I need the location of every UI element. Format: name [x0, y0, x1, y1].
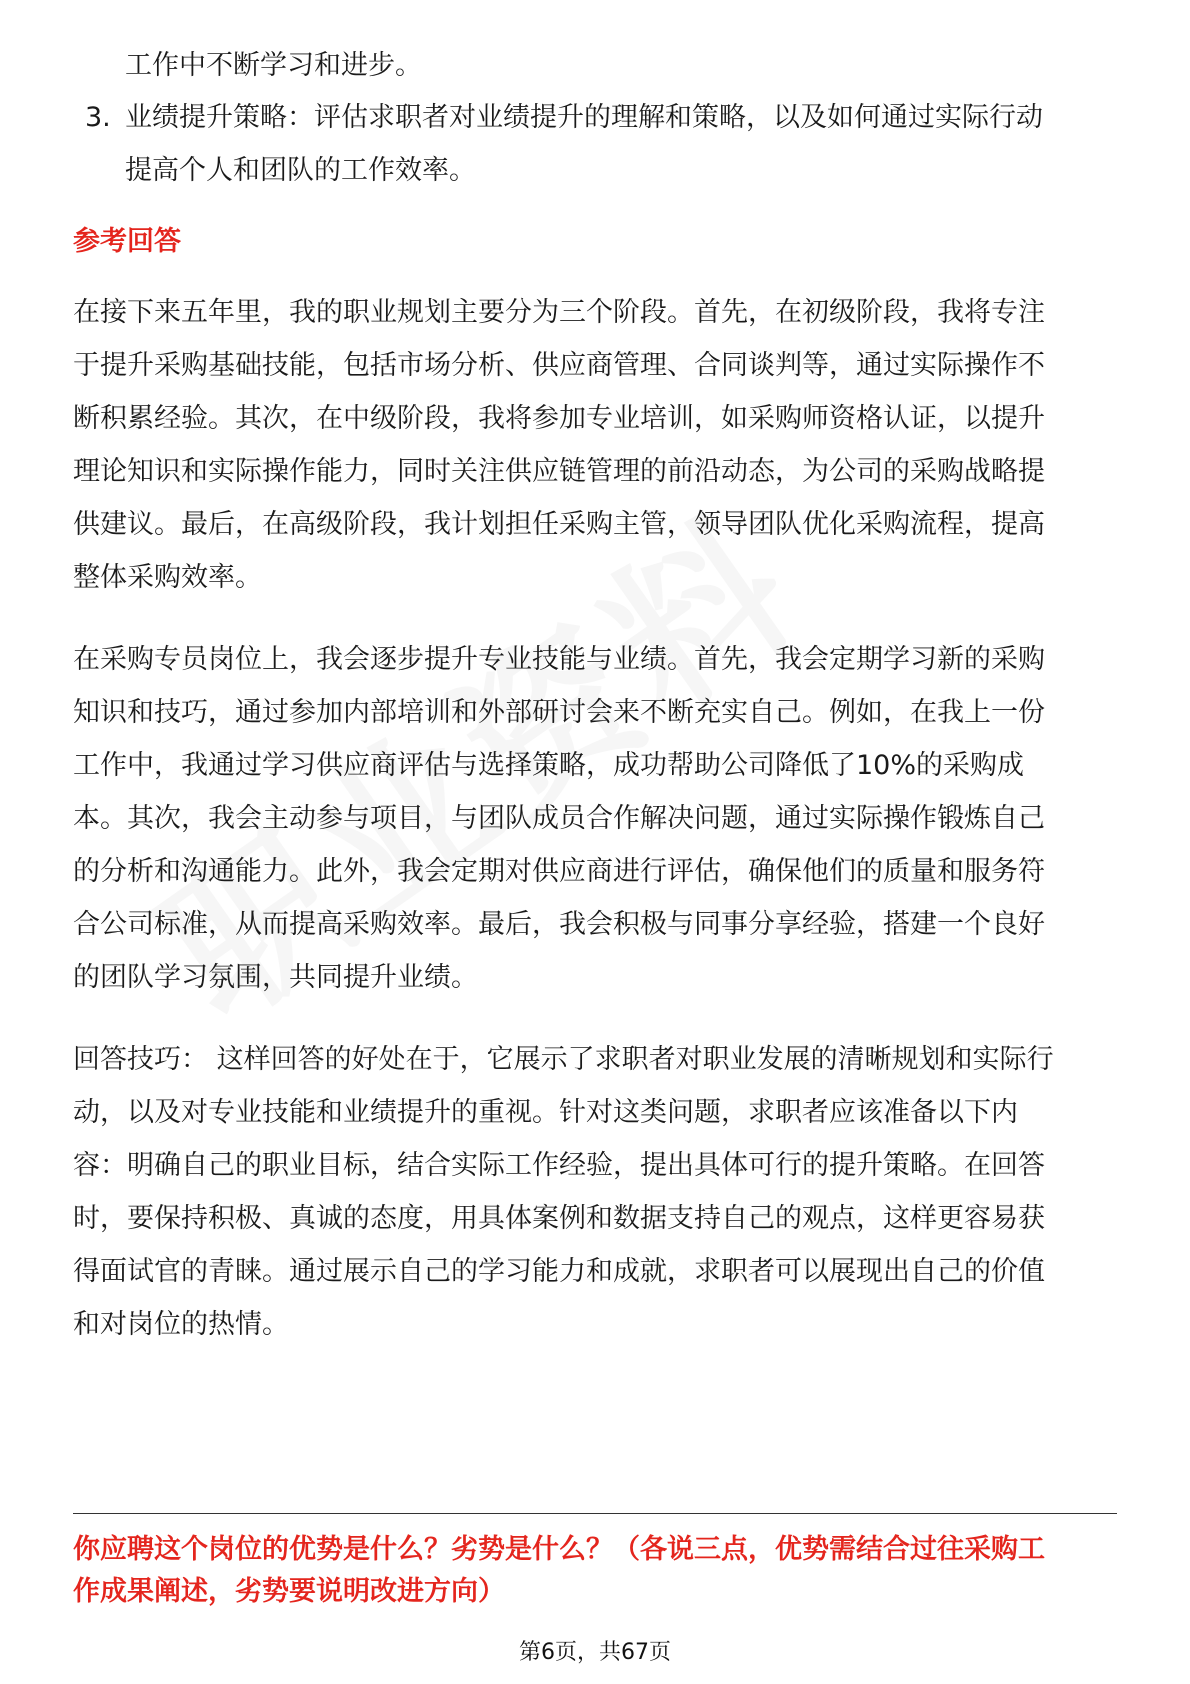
paragraph-line: 断积累经验。其次，在中级阶段，我将参加专业培训，如采购师资格认证，以提升 — [73, 403, 1045, 434]
paragraph-line: 的团队学习氛围，共同提升业绩。 — [73, 962, 478, 993]
tips-line: 和对岗位的热情。 — [73, 1309, 289, 1340]
next-question-heading-line: 作成果阐述，劣势要说明改进方向） — [73, 1576, 505, 1607]
section-divider — [73, 1513, 1117, 1514]
paragraph-line: 工作中，我通过学习供应商评估与选择策略，成功帮助公司降低了10%的采购成 — [73, 750, 1025, 781]
tips-line: 得面试官的青睐。通过展示自己的学习能力和成就，求职者可以展现出自己的价值 — [73, 1256, 1045, 1287]
reference-answer-heading: 参考回答 — [73, 226, 181, 257]
paragraph-line: 于提升采购基础技能，包括市场分析、供应商管理、合同谈判等，通过实际操作不 — [73, 350, 1045, 381]
list-item-number: 3. — [85, 102, 111, 133]
tips-line: 回答技巧： 这样回答的好处在于，它展示了求职者对职业发展的清晰规划和实际行 — [73, 1044, 1054, 1075]
list-item-text-line: 提高个人和团队的工作效率。 — [125, 155, 476, 186]
paragraph-line: 的分析和沟通能力。此外，我会定期对供应商进行评估，确保他们的质量和服务符 — [73, 856, 1045, 887]
tips-line: 动，以及对专业技能和业绩提升的重视。针对这类问题，求职者应该准备以下内 — [73, 1097, 1018, 1128]
paragraph-line: 整体采购效率。 — [73, 562, 262, 593]
paragraph-line: 本。其次，我会主动参与项目，与团队成员合作解决问题，通过实际操作锻炼自己 — [73, 803, 1045, 834]
paragraph-line: 供建议。最后，在高级阶段，我计划担任采购主管，领导团队优化采购流程，提高 — [73, 509, 1045, 540]
paragraph-line: 在采购专员岗位上，我会逐步提升专业技能与业绩。首先，我会定期学习新的采购 — [73, 644, 1045, 675]
paragraph-line: 合公司标准，从而提高采购效率。最后，我会积极与同事分享经验，搭建一个良好 — [73, 909, 1045, 940]
paragraph-line: 在接下来五年里，我的职业规划主要分为三个阶段。首先，在初级阶段，我将专注 — [73, 297, 1045, 328]
page-footer: 第6页，共67页 — [519, 1640, 671, 1665]
paragraph-line: 理论知识和实际操作能力，同时关注供应链管理的前沿动态，为公司的采购战略提 — [73, 456, 1045, 487]
next-question-heading-line: 你应聘这个岗位的优势是什么？劣势是什么？（各说三点，优势需结合过往采购工 — [73, 1534, 1045, 1565]
paragraph-line: 知识和技巧，通过参加内部培训和外部研讨会来不断充实自己。例如，在我上一份 — [73, 697, 1045, 728]
list-item-continuation: 工作中不断学习和进步。 — [125, 50, 422, 81]
list-item-text-line: 业绩提升策略：评估求职者对业绩提升的理解和策略，以及如何通过实际行动 — [125, 102, 1043, 133]
tips-line: 容：明确自己的职业目标，结合实际工作经验，提出具体可行的提升策略。在回答 — [73, 1150, 1045, 1181]
tips-line: 时，要保持积极、真诚的态度，用具体案例和数据支持自己的观点，这样更容易获 — [73, 1203, 1045, 1234]
